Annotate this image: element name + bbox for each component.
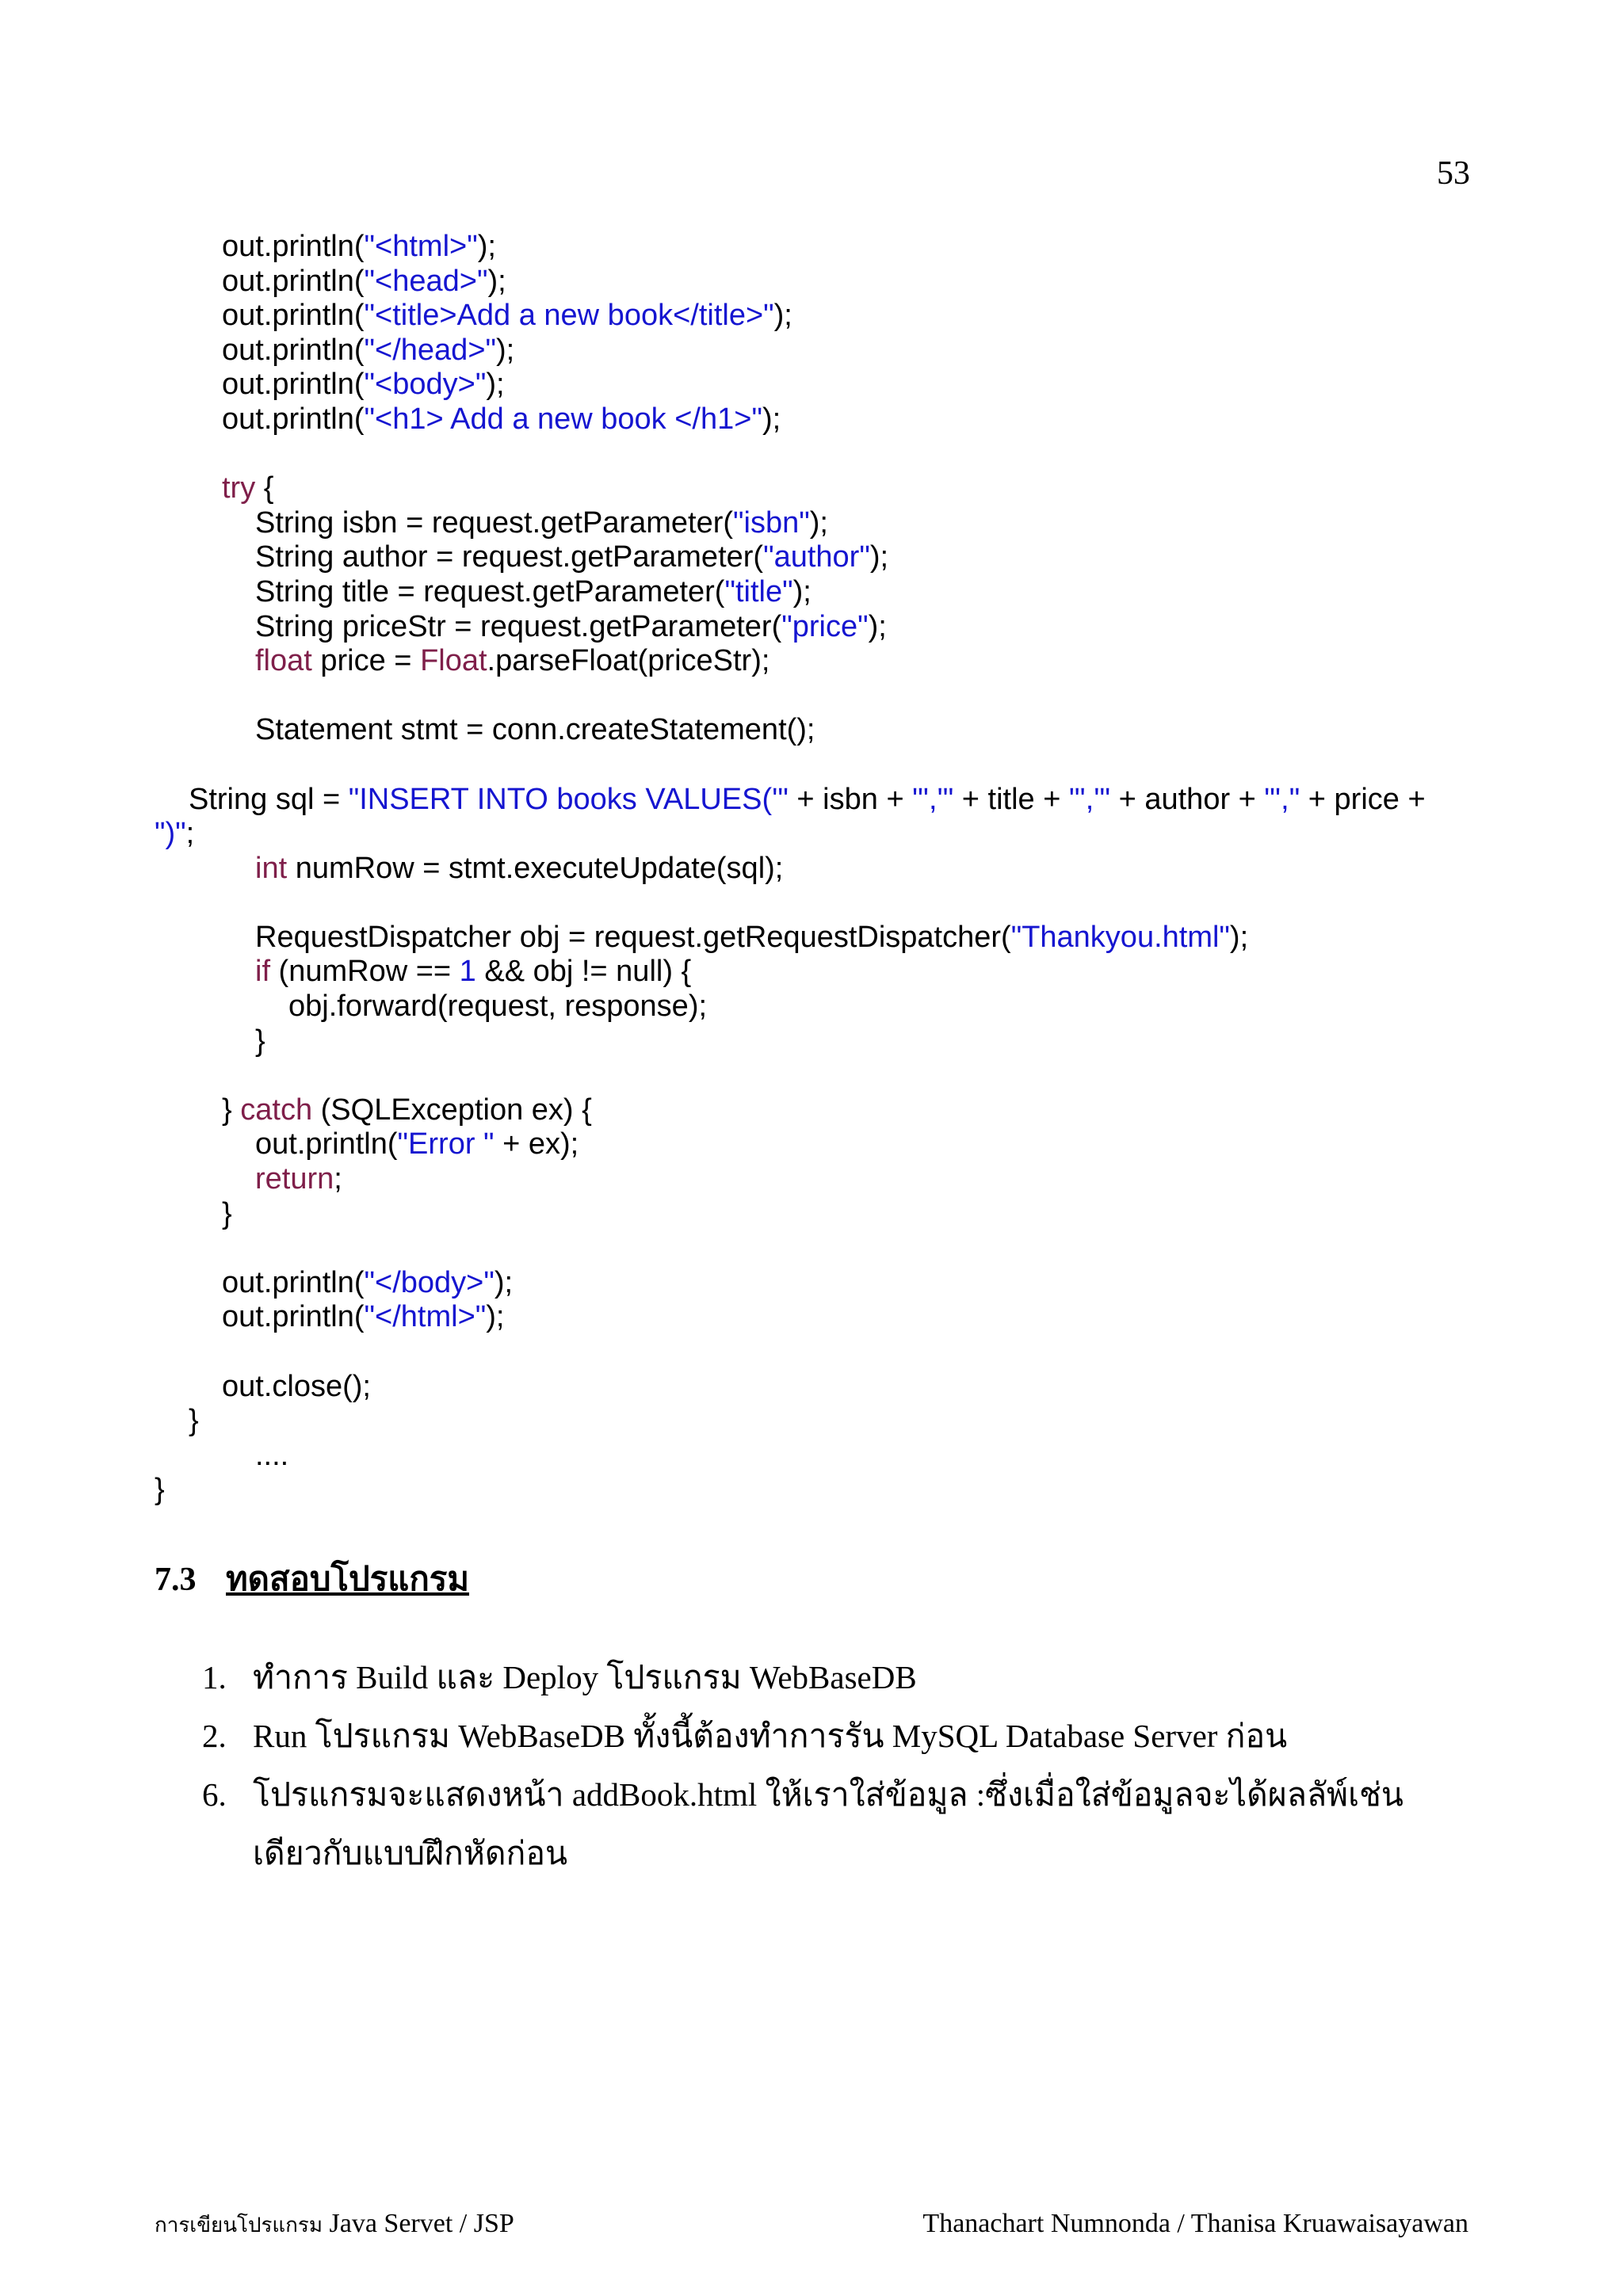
- code-token: );: [496, 333, 515, 367]
- code-literal: "</body>": [364, 1265, 495, 1299]
- code-token: }: [155, 1473, 165, 1507]
- footer-course-thai: การเขียนโปรแกรม: [155, 2214, 323, 2237]
- code-line: [0, 1404, 1623, 1439]
- code-line: [0, 644, 1623, 679]
- code-token: }: [189, 1404, 199, 1438]
- code-literal: "price": [781, 609, 869, 643]
- footer-course-en: Java Servet / JSP: [323, 2209, 514, 2238]
- code-line: [0, 230, 1623, 265]
- code-line: [0, 1231, 1623, 1266]
- code-token: + title +: [953, 782, 1069, 816]
- code-token: ;: [334, 1162, 342, 1196]
- code-token: + price +: [1300, 782, 1426, 816]
- code-token: {: [255, 471, 274, 505]
- code-line: [0, 1370, 1623, 1405]
- footer-left: [155, 2209, 514, 2241]
- code-token: + author +: [1110, 782, 1265, 816]
- code-literal: "<body>": [364, 368, 487, 402]
- code-line: [0, 990, 1623, 1024]
- code-literal: "','": [1069, 782, 1111, 816]
- code-line: [0, 1127, 1623, 1162]
- code-line: [0, 540, 1623, 575]
- code-token: out.println(: [222, 1265, 365, 1299]
- code-token: }: [255, 1024, 265, 1058]
- code-line: [0, 471, 1623, 506]
- code-keyword: catch: [240, 1093, 313, 1127]
- code-line: [0, 1335, 1623, 1370]
- code-line: [0, 1197, 1623, 1232]
- code-token: );: [869, 540, 889, 574]
- code-line: [0, 299, 1623, 334]
- code-line: [0, 368, 1623, 402]
- code-literal: "isbn": [733, 505, 810, 540]
- code-line: [0, 713, 1623, 748]
- code-token: );: [762, 402, 781, 436]
- code-line: [0, 265, 1623, 299]
- code-token: out.println(: [222, 402, 365, 436]
- code-token: );: [868, 609, 887, 643]
- section-number: 7.3: [155, 1562, 197, 1598]
- code-keyword: float: [255, 644, 312, 678]
- code-line: [0, 575, 1623, 610]
- code-token: );: [486, 368, 505, 402]
- step-text: ทำการ Build และ Deploy โปรแกรม WebBaseDB: [253, 1659, 917, 1695]
- code-literal: "Error ": [397, 1127, 495, 1161]
- section-title: ทดสอบโปรแกรม: [226, 1562, 470, 1598]
- code-literal: "<title>Add a new book</title>": [364, 299, 774, 333]
- code-keyword: if: [255, 955, 270, 989]
- code-line: [0, 1473, 1623, 1508]
- code-token: numRow = stmt.executeUpdate(sql);: [287, 851, 784, 885]
- code-literal: "','": [912, 782, 954, 816]
- code-line: [0, 679, 1623, 714]
- code-token: out.println(: [222, 230, 365, 263]
- code-line: [0, 1162, 1623, 1197]
- code-line: [0, 817, 1623, 852]
- step-text: โปรแกรมจะแสดงหน้า addBook.html ให้เราใส่ข้อมูล :ซึ่งเมื่อใส่ข้อมูลจะได้ผลลัพ์เช่นเดียวกับแบบฝึกหัดก่อน: [253, 1776, 1403, 1871]
- code-line: [0, 402, 1623, 437]
- steps-list: [202, 1648, 1438, 1882]
- code-line: [0, 921, 1623, 955]
- code-line: [0, 1300, 1623, 1335]
- step-number: 1.: [202, 1659, 227, 1695]
- code-line: [0, 1093, 1623, 1128]
- code-keyword: int: [255, 851, 288, 885]
- code-keyword: try: [222, 471, 256, 505]
- code-token: );: [792, 574, 812, 608]
- code-token: String author = request.getParameter(: [255, 540, 764, 574]
- code-line: [0, 1266, 1623, 1301]
- code-token: );: [494, 1265, 514, 1299]
- step-item: [202, 1765, 1438, 1882]
- code-literal: "author": [763, 540, 870, 574]
- step-text: Run โปรแกรม WebBaseDB ทั้งนี้ต้องทำการรัน MySQL Database Server ก่อน: [253, 1718, 1288, 1754]
- code-token: RequestDispatcher obj = request.getRequestDispatcher(: [255, 920, 1011, 954]
- code-line: [0, 886, 1623, 921]
- code-keyword: return: [255, 1162, 334, 1196]
- code-token: obj.forward(request, response);: [288, 990, 708, 1024]
- code-token: out.println(: [222, 1300, 365, 1334]
- code-token: );: [487, 264, 506, 298]
- code-token: );: [486, 1300, 505, 1334]
- code-token: String sql =: [189, 782, 349, 816]
- code-line: [0, 506, 1623, 541]
- code-token: ....: [255, 1438, 289, 1472]
- code-token: (SQLException ex) {: [312, 1093, 592, 1127]
- code-line: [0, 748, 1623, 783]
- code-line: [0, 334, 1623, 368]
- code-token: && obj != null) {: [475, 955, 692, 989]
- code-token: + isbn +: [788, 782, 913, 816]
- code-token: String title = request.getParameter(: [255, 574, 725, 608]
- footer-authors: Thanachart Numnonda / Thanisa Kruawaisayawan: [922, 2209, 1468, 2238]
- code-line: [0, 1024, 1623, 1059]
- code-literal: "<html>": [364, 230, 478, 263]
- code-token: price =: [311, 644, 421, 678]
- code-literal: "title": [724, 574, 793, 608]
- code-token: );: [477, 230, 496, 263]
- code-literal: "INSERT INTO books VALUES('": [348, 782, 789, 816]
- code-token: }: [222, 1196, 232, 1230]
- code-literal: "<h1> Add a new book </h1>": [364, 402, 762, 436]
- code-token: out.println(: [222, 264, 365, 298]
- code-line: [0, 610, 1623, 645]
- code-literal: "',": [1264, 782, 1300, 816]
- code-keyword: Float: [420, 644, 487, 678]
- step-item: [202, 1648, 1438, 1707]
- code-line: [0, 955, 1623, 990]
- code-token: String isbn = request.getParameter(: [255, 505, 734, 540]
- step-number: 2.: [202, 1718, 227, 1754]
- code-token: (numRow ==: [270, 955, 460, 989]
- step-number: 6.: [202, 1776, 227, 1813]
- code-line: [0, 783, 1623, 818]
- code-line: [0, 437, 1623, 472]
- code-token: ;: [185, 817, 195, 851]
- code-token: out.println(: [255, 1127, 398, 1161]
- code-listing: [0, 230, 1623, 1508]
- code-token: );: [809, 505, 828, 540]
- code-line: [0, 1058, 1623, 1093]
- code-literal: 1: [459, 955, 476, 989]
- code-token: Statement stmt = conn.createStatement();: [255, 713, 815, 747]
- code-token: out.println(: [222, 368, 365, 402]
- code-token: String priceStr = request.getParameter(: [255, 609, 782, 643]
- code-token: .parseFloat(priceStr);: [487, 644, 770, 678]
- code-token: out.println(: [222, 333, 365, 367]
- page-number: 53: [1437, 155, 1470, 192]
- code-token: out.println(: [222, 299, 365, 333]
- code-literal: "</html>": [364, 1300, 487, 1334]
- section-heading: [155, 1553, 469, 1605]
- code-token: );: [1229, 920, 1249, 954]
- code-token: out.close();: [222, 1369, 371, 1403]
- code-line: [0, 852, 1623, 887]
- code-token: );: [773, 299, 792, 333]
- code-literal: "<head>": [364, 264, 488, 298]
- code-line: [0, 1439, 1623, 1474]
- code-literal: "Thankyou.html": [1010, 920, 1230, 954]
- code-literal: "</head>": [364, 333, 497, 367]
- step-item: [202, 1707, 1438, 1765]
- code-literal: ")": [155, 817, 186, 851]
- code-token: }: [222, 1093, 241, 1127]
- code-token: + ex);: [494, 1127, 579, 1161]
